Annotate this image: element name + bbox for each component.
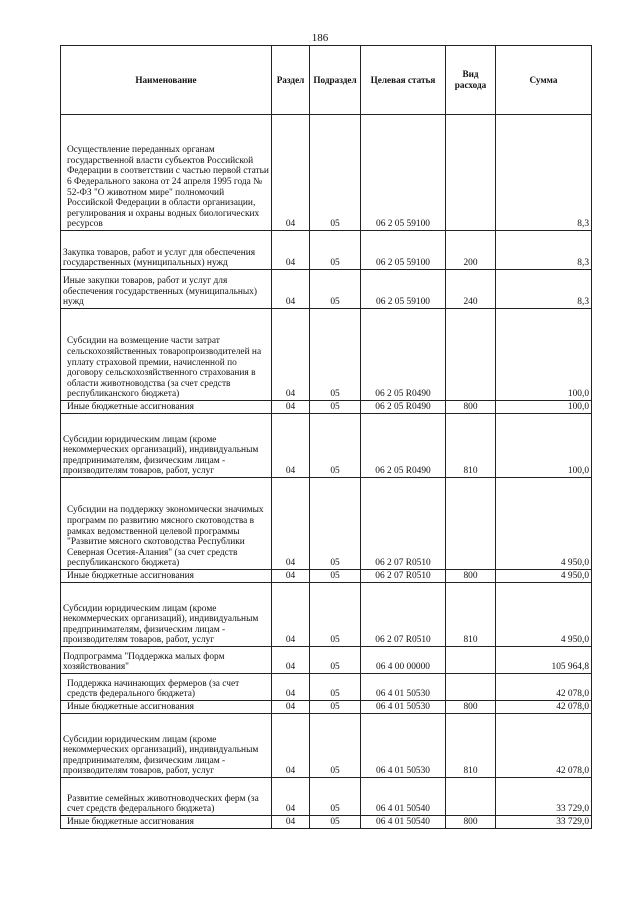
row-expense-type — [446, 778, 496, 816]
row-target: 06 2 05 59100 — [361, 231, 446, 270]
row-target: 06 4 01 50530 — [361, 674, 446, 701]
row-expense-type — [446, 647, 496, 674]
row-target: 06 2 07 R0510 — [361, 570, 446, 583]
row-target: 06 4 01 50540 — [361, 778, 446, 816]
row-amount: 33 729,0 — [496, 778, 592, 816]
table-row — [61, 778, 592, 816]
header-target: Целевая статья — [361, 46, 446, 115]
row-expense-type — [446, 115, 496, 231]
row-section: 04 — [272, 401, 310, 414]
row-subsection: 05 — [310, 478, 361, 570]
row-name: Субсидии юридическим лицам (кроме некоммерческих организаций), индивидуальным предпринимателям, физическим лицам - производителям товаров, работ, услуг — [61, 583, 272, 647]
table-row — [61, 701, 592, 714]
row-name: Поддержка начинающих фермеров (за счет средств федерального бюджета) — [61, 674, 272, 701]
row-name: Осуществление переданных органам государственной власти субъектов Российской Федерации в соответствии с частью первой статьи 6 Федерального закона от 24 апреля 1995 года № 52-ФЗ "О животном мире" полномочий Российской Федерации в области организации, регулирования и охраны водных биологических ресурсов — [61, 115, 272, 231]
row-expense-type: 800 — [446, 816, 496, 829]
row-section: 04 — [272, 231, 310, 270]
row-section: 04 — [272, 414, 310, 478]
row-subsection: 05 — [310, 570, 361, 583]
row-target: 06 2 05 R0490 — [361, 401, 446, 414]
row-amount: 4 950,0 — [496, 478, 592, 570]
row-expense-type: 810 — [446, 583, 496, 647]
row-target: 06 2 05 59100 — [361, 115, 446, 231]
row-expense-type: 240 — [446, 270, 496, 309]
row-subsection: 05 — [310, 401, 361, 414]
table-row — [61, 647, 592, 674]
row-amount: 42 078,0 — [496, 714, 592, 778]
row-section: 04 — [272, 701, 310, 714]
header-name: Наименование — [61, 46, 272, 115]
row-subsection: 05 — [310, 816, 361, 829]
row-name: Иные бюджетные ассигнования — [61, 570, 272, 583]
header-amount: Сумма — [496, 46, 592, 115]
row-section: 04 — [272, 647, 310, 674]
row-amount: 100,0 — [496, 309, 592, 401]
table-row — [61, 714, 592, 778]
row-name: Субсидии юридическим лицам (кроме некоммерческих организаций), индивидуальным предпринимателям, физическим лицам - производителям товаров, работ, услуг — [61, 414, 272, 478]
row-target: 06 4 01 50530 — [361, 714, 446, 778]
row-target: 06 2 07 R0510 — [361, 583, 446, 647]
row-target: 06 4 01 50530 — [361, 701, 446, 714]
row-subsection: 05 — [310, 414, 361, 478]
table-row — [61, 401, 592, 414]
row-amount: 42 078,0 — [496, 674, 592, 701]
row-amount: 8,3 — [496, 115, 592, 231]
row-subsection: 05 — [310, 583, 361, 647]
row-name: Иные закупки товаров, работ и услуг для обеспечения государственных (муниципальных) нужд — [61, 270, 272, 309]
row-section: 04 — [272, 270, 310, 309]
row-name: Субсидии на возмещение части затрат сельскохозяйственных товаропроизводителей на уплату страховой премии, начисленной по договору сельскохозяйственного страхования в области животноводства (за счет средств республиканского бюджета) — [61, 309, 272, 401]
row-name: Закупка товаров, работ и услуг для обеспечения государственных (муниципальных) нужд — [61, 231, 272, 270]
row-amount: 100,0 — [496, 401, 592, 414]
row-amount: 4 950,0 — [496, 583, 592, 647]
table-row — [61, 414, 592, 478]
row-section: 04 — [272, 115, 310, 231]
page-number: 186 — [311, 32, 329, 44]
row-section: 04 — [272, 778, 310, 816]
row-subsection: 05 — [310, 231, 361, 270]
row-amount: 8,3 — [496, 270, 592, 309]
row-expense-type — [446, 309, 496, 401]
row-expense-type: 800 — [446, 701, 496, 714]
row-section: 04 — [272, 478, 310, 570]
row-target: 06 2 05 R0490 — [361, 309, 446, 401]
row-name: Развитие семейных животноводческих ферм (за счет средств федерального бюджета) — [61, 778, 272, 816]
row-name: Иные бюджетные ассигнования — [61, 816, 272, 829]
row-section: 04 — [272, 714, 310, 778]
row-section: 04 — [272, 816, 310, 829]
row-amount: 105 964,8 — [496, 647, 592, 674]
row-section: 04 — [272, 583, 310, 647]
table-row — [61, 115, 592, 231]
row-amount: 42 078,0 — [496, 701, 592, 714]
row-name: Иные бюджетные ассигнования — [61, 401, 272, 414]
row-name: Субсидии юридическим лицам (кроме некоммерческих организаций), индивидуальным предпринимателям, физическим лицам - производителям товаров, работ, услуг — [61, 714, 272, 778]
row-amount: 100,0 — [496, 414, 592, 478]
row-subsection: 05 — [310, 778, 361, 816]
row-name: Субсидии на поддержку экономически значимых программ по развитию мясного скотоводства в рамках ведомственной целевой программы "Развитие мясного скотоводства Республики Северная Осетия-Алания" (за счет средств республиканского бюджета) — [61, 478, 272, 570]
row-section: 04 — [272, 570, 310, 583]
row-amount: 33 729,0 — [496, 816, 592, 829]
table-row — [61, 674, 592, 701]
row-amount: 8,3 — [496, 231, 592, 270]
table-row — [61, 309, 592, 401]
row-subsection: 05 — [310, 309, 361, 401]
table-row — [61, 570, 592, 583]
header-subsection: Подраздел — [310, 46, 361, 115]
row-expense-type — [446, 478, 496, 570]
table-row — [61, 583, 592, 647]
row-subsection: 05 — [310, 714, 361, 778]
header-section: Раздел — [272, 46, 310, 115]
row-expense-type: 810 — [446, 714, 496, 778]
row-subsection: 05 — [310, 674, 361, 701]
row-expense-type — [446, 674, 496, 701]
row-section: 04 — [272, 674, 310, 701]
row-subsection: 05 — [310, 115, 361, 231]
row-expense-type: 810 — [446, 414, 496, 478]
table-row — [61, 231, 592, 270]
row-expense-type: 800 — [446, 401, 496, 414]
row-target: 06 2 05 R0490 — [361, 414, 446, 478]
table-row — [61, 270, 592, 309]
row-target: 06 4 00 00000 — [361, 647, 446, 674]
row-target: 06 2 07 R0510 — [361, 478, 446, 570]
row-name: Подпрограмма "Поддержка малых форм хозяйствования" — [61, 647, 272, 674]
row-amount: 4 950,0 — [496, 570, 592, 583]
row-expense-type: 800 — [446, 570, 496, 583]
row-subsection: 05 — [310, 647, 361, 674]
header-expense-type: Вид расхода — [446, 46, 496, 115]
table-header-row — [61, 46, 592, 115]
row-section: 04 — [272, 309, 310, 401]
row-subsection: 05 — [310, 270, 361, 309]
table-row — [61, 478, 592, 570]
row-target: 06 4 01 50540 — [361, 816, 446, 829]
row-name: Иные бюджетные ассигнования — [61, 701, 272, 714]
row-subsection: 05 — [310, 701, 361, 714]
row-expense-type: 200 — [446, 231, 496, 270]
table-row — [61, 816, 592, 829]
budget-table — [60, 45, 592, 829]
row-target: 06 2 05 59100 — [361, 270, 446, 309]
